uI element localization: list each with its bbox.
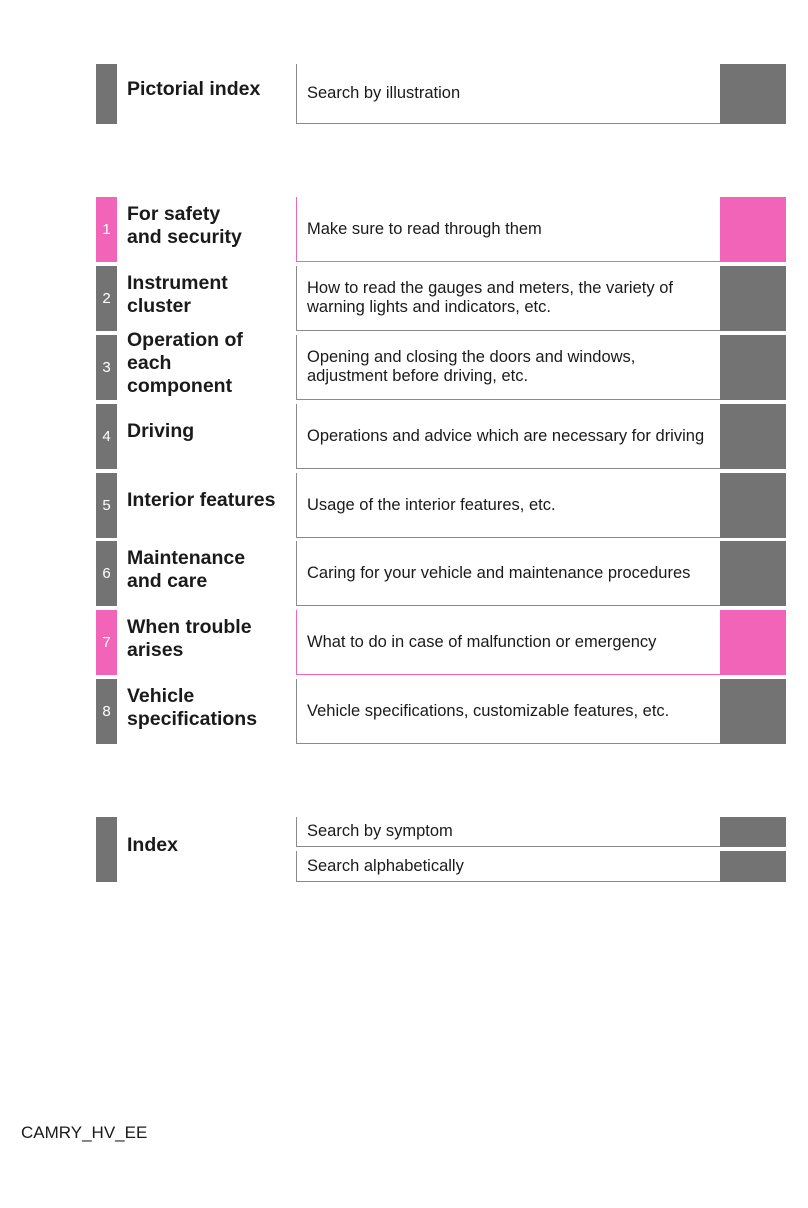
chapter-description: Caring for your vehicle and maintenance procedures <box>296 541 720 606</box>
chapter-row-3[interactable] <box>96 329 786 400</box>
chapter-row-1[interactable] <box>96 197 786 262</box>
chapter-title: Operation of each component <box>127 329 243 397</box>
chapter-row-4[interactable] <box>96 404 786 469</box>
index-marker <box>96 817 117 882</box>
index-title: Index <box>127 834 178 856</box>
chapter-title: Driving <box>127 420 195 442</box>
chapter-row-6[interactable] <box>96 541 786 606</box>
search-by-symptom-tab[interactable] <box>720 817 786 847</box>
chapter-tab[interactable] <box>720 610 786 675</box>
search-alphabetically-link[interactable]: Search alphabetically <box>296 851 720 882</box>
chapter-description: Make sure to read through them <box>296 197 720 262</box>
document-code: CAMRY_HV_EE <box>21 1123 148 1142</box>
chapter-description: Opening and closing the doors and windows, adjustment before driving, etc. <box>296 335 720 400</box>
pictorial-index-row[interactable] <box>96 64 786 124</box>
chapter-tab[interactable] <box>720 541 786 606</box>
index-section <box>96 817 786 882</box>
chapter-tab[interactable] <box>720 404 786 469</box>
chapter-row-5[interactable] <box>96 473 786 538</box>
chapter-number: 4 <box>96 404 117 469</box>
chapter-description: Vehicle specifications, customizable features, etc. <box>296 679 720 744</box>
chapter-title: Vehicle specifications <box>127 685 258 730</box>
chapter-number: 2 <box>96 266 117 331</box>
chapter-title: When trouble arises <box>127 616 252 661</box>
chapter-tab[interactable] <box>720 335 786 400</box>
chapter-tab[interactable] <box>720 197 786 262</box>
pictorial-index-title: Pictorial index <box>127 78 261 100</box>
chapter-description: Operations and advice which are necessary for driving <box>296 404 720 469</box>
search-alphabetically-tab[interactable] <box>720 851 786 882</box>
chapter-tab[interactable] <box>720 473 786 538</box>
chapter-number: 1 <box>96 197 117 262</box>
chapter-row-7[interactable] <box>96 610 786 675</box>
chapter-title: For safety and security <box>127 203 242 248</box>
chapter-tab[interactable] <box>720 266 786 331</box>
chapter-description: What to do in case of malfunction or emergency <box>296 610 720 675</box>
pictorial-index-tab[interactable] <box>720 64 786 124</box>
chapter-number: 6 <box>96 541 117 606</box>
chapter-number: 5 <box>96 473 117 538</box>
chapter-row-2[interactable] <box>96 266 786 331</box>
chapter-number: 7 <box>96 610 117 675</box>
chapter-description: How to read the gauges and meters, the variety of warning lights and indicators, etc. <box>296 266 720 331</box>
chapter-description: Usage of the interior features, etc. <box>296 473 720 538</box>
chapter-title: Maintenance and care <box>127 547 246 592</box>
chapter-title: Interior features <box>127 489 276 511</box>
pictorial-index-marker <box>96 64 117 124</box>
search-by-symptom-link[interactable]: Search by symptom <box>296 817 720 847</box>
pictorial-index-description: Search by illustration <box>296 64 720 124</box>
chapter-tab[interactable] <box>720 679 786 744</box>
chapter-title: Instrument cluster <box>127 272 228 317</box>
chapter-number: 3 <box>96 335 117 400</box>
chapter-number: 8 <box>96 679 117 744</box>
chapter-row-8[interactable] <box>96 679 786 744</box>
